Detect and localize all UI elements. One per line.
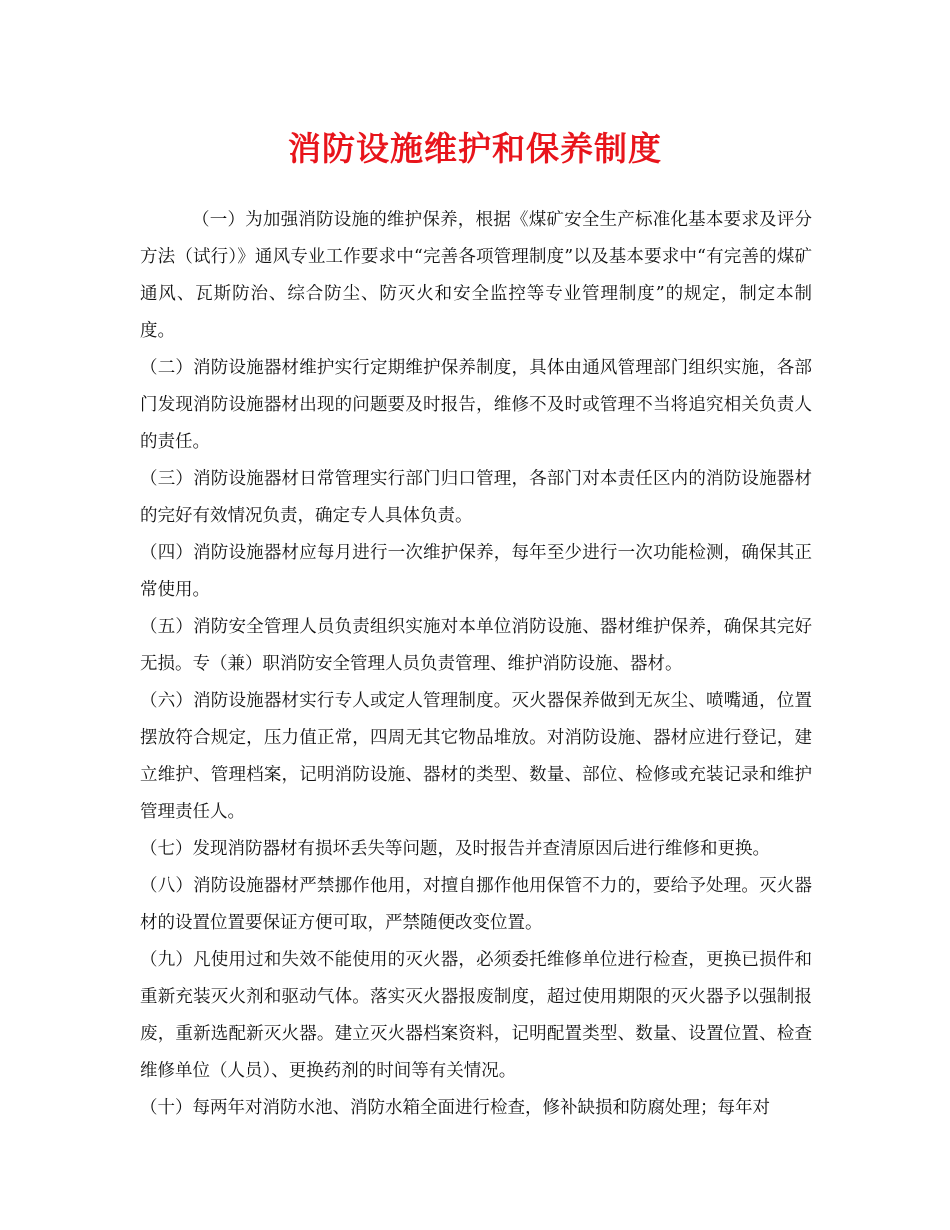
- paragraph-9: （九）凡使用过和失效不能使用的灭火器，必须委托维修单位进行检查，更换已损件和重新充装灭火剂和驱动气体。落实灭火器报废制度，超过使用期限的灭火器予以强制报废，重新选配新灭火器。建立灭火器档案资料，记明配置类型、数量、设置位置、检查维修单位（人员）、更换药剂的时间等有关情况。: [140, 950, 812, 1081]
- paragraph-8: （八）消防设施器材严禁挪作他用，对擅自挪作他用保管不力的，要给予处理。灭火器材的设置位置要保证方便可取，严禁随便改变位置。: [140, 876, 812, 933]
- document-body: [140, 202, 812, 1127]
- paragraph-1: （一）为加强消防设施的维护保养，根据《煤矿安全生产标准化基本要求及评分方法（试行）》通风专业工作要求中“完善各项管理制度”以及基本要求中“有完善的煤矿通风、瓦斯防治、综合防尘、防灭火和安全监控等专业管理制度”的规定，制定本制度。: [140, 210, 812, 341]
- paragraph-5: （五）消防安全管理人员负责组织实施对本单位消防设施、器材维护保养，确保其完好无损。专（兼）职消防安全管理人员负责管理、维护消防设施、器材。: [140, 617, 812, 674]
- document-title: 消防设施维护和保养制度: [288, 129, 662, 168]
- paragraph-6: （六）消防设施器材实行专人或定人管理制度。灭火器保养做到无灰尘、喷嘴通，位置摆放符合规定，压力值正常，四周无其它物品堆放。对消防设施、器材应进行登记，建立维护、管理档案，记明消防设施、器材的类型、数量、部位、检修或充装记录和维护管理责任人。: [140, 691, 812, 822]
- paragraph-10: （十）每两年对消防水池、消防水箱全面进行检查，修补缺损和防腐处理；每年对: [140, 1098, 770, 1118]
- paragraph-7: （七）发现消防器材有损坏丢失等问题，及时报告并查清原因后进行维修和更换。: [140, 839, 770, 859]
- paragraph-2: （二）消防设施器材维护实行定期维护保养制度，具体由通风管理部门组织实施，各部门发现消防设施器材出现的问题要及时报告，维修不及时或管理不当将追究相关负责人的责任。: [140, 358, 812, 452]
- paragraph-4: （四）消防设施器材应每月进行一次维护保养，每年至少进行一次功能检测，确保其正常使用。: [140, 543, 812, 600]
- paragraph-3: （三）消防设施器材日常管理实行部门归口管理，各部门对本责任区内的消防设施器材的完好有效情况负责，确定专人具体负责。: [140, 469, 812, 526]
